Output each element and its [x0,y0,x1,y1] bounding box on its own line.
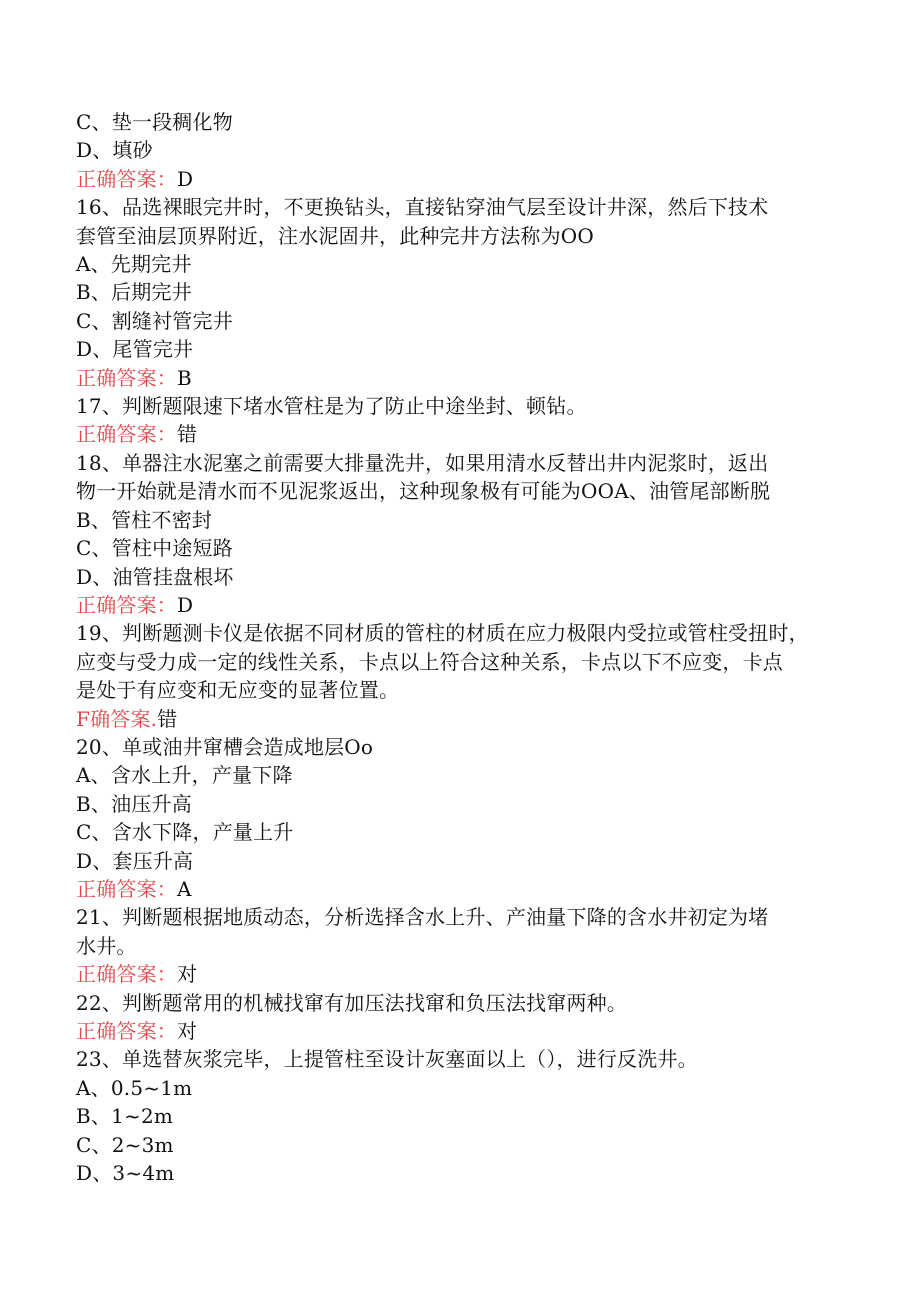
answer-line [76,364,856,392]
answer-value: 错 [157,706,178,731]
option-text: C、含水下降，产量上升 [76,820,294,845]
question-text: 应变与受力成一定的线性关系，卡点以上符合这种关系，卡点以下不应变，卡点 [76,649,783,674]
question-text: 水井。 [76,933,137,958]
option-text: D、油管挂盘根坏 [76,564,234,589]
option-text: B、管柱不密封 [76,507,213,532]
option-text: C、管柱中途短路 [76,536,233,561]
answer-line [76,420,856,448]
option-text: A、0.5~1m [76,1075,193,1100]
question-text: 套管至油层顶界附近，注水泥固井，此种完井方法称为OO [76,223,594,248]
answer-label: 正确答案： [76,962,177,987]
answer-label: 正确答案： [76,592,177,617]
answer-line [76,875,856,903]
question-text: 20、单或油井窜槽会造成地层Oo [76,734,374,759]
answer-value: 对 [177,1019,198,1043]
answer-value: A [177,876,192,901]
question-text: 16、品选裸眼完井时，不更换钻头，直接钻穿油气层至设计井深，然后下技术 [76,195,769,220]
answer-value: 错 [177,422,198,447]
option-text: B、1~2m [76,1104,174,1129]
question-text: 19、判断题测卡仪是依据不同材质的管柱的材质在应力极限内受拉或管柱受扭时， [76,621,809,646]
option-text: C、割缝衬管完井 [76,308,233,333]
question-text: 17、判断题限速下堵水管柱是为了防止中途坐封、顿钻。 [76,394,587,419]
question-text: 18、单器注水泥塞之前需要大排量洗井，如果用清水反替出井内泥浆时，返出 [76,450,769,475]
option-text: A、先期完井 [76,252,192,277]
answer-label: 正确答案： [76,1019,177,1043]
answer-value: 对 [177,962,198,987]
answer-line [76,165,856,193]
option-text: C、2~3m [76,1132,174,1157]
answer-label: 正确答案： [76,166,177,191]
answer-label: F确答案. [76,706,158,731]
option-text: D、3~4m [76,1161,175,1186]
option-text: A、含水上升，产量下降 [76,763,293,788]
question-text: 物一开始就是清水而不见泥浆返出，这种现象极有可能为OOA、油管尾部断脱 [76,479,771,504]
question-text: 23、单选替灰浆完毕，上提管柱至设计灰塞面以上（），进行反洗井。 [76,1047,698,1072]
answer-label: 正确答案： [76,422,177,447]
question-text: 21、判断题根据地质动态，分析选择含水上升、产油量下降的含水井初定为堵 [76,905,769,930]
option-text: D、尾管完井 [76,337,194,362]
answer-line [76,1017,856,1045]
option-text: B、后期完井 [76,280,192,305]
answer-line [76,591,856,619]
answer-value: B [177,365,192,390]
answer-line [76,960,856,988]
option-text: B、油压升高 [76,791,192,816]
option-text: D、套压升高 [76,848,194,873]
answer-label: 正确答案： [76,876,177,901]
question-text: 22、判断题常用的机械找窜有加压法找窜和负压法找窜两种。 [76,990,628,1015]
document-body [76,108,856,1187]
option-text: C、垫一段稠化物 [76,110,233,134]
answer-label: 正确答案： [76,365,177,390]
option-text: D、填砂 [76,138,153,163]
question-text: 是处于有应变和无应变的显著位置。 [76,678,400,703]
answer-value: D [177,592,194,617]
answer-value: D [177,166,194,191]
answer-line [76,705,856,733]
